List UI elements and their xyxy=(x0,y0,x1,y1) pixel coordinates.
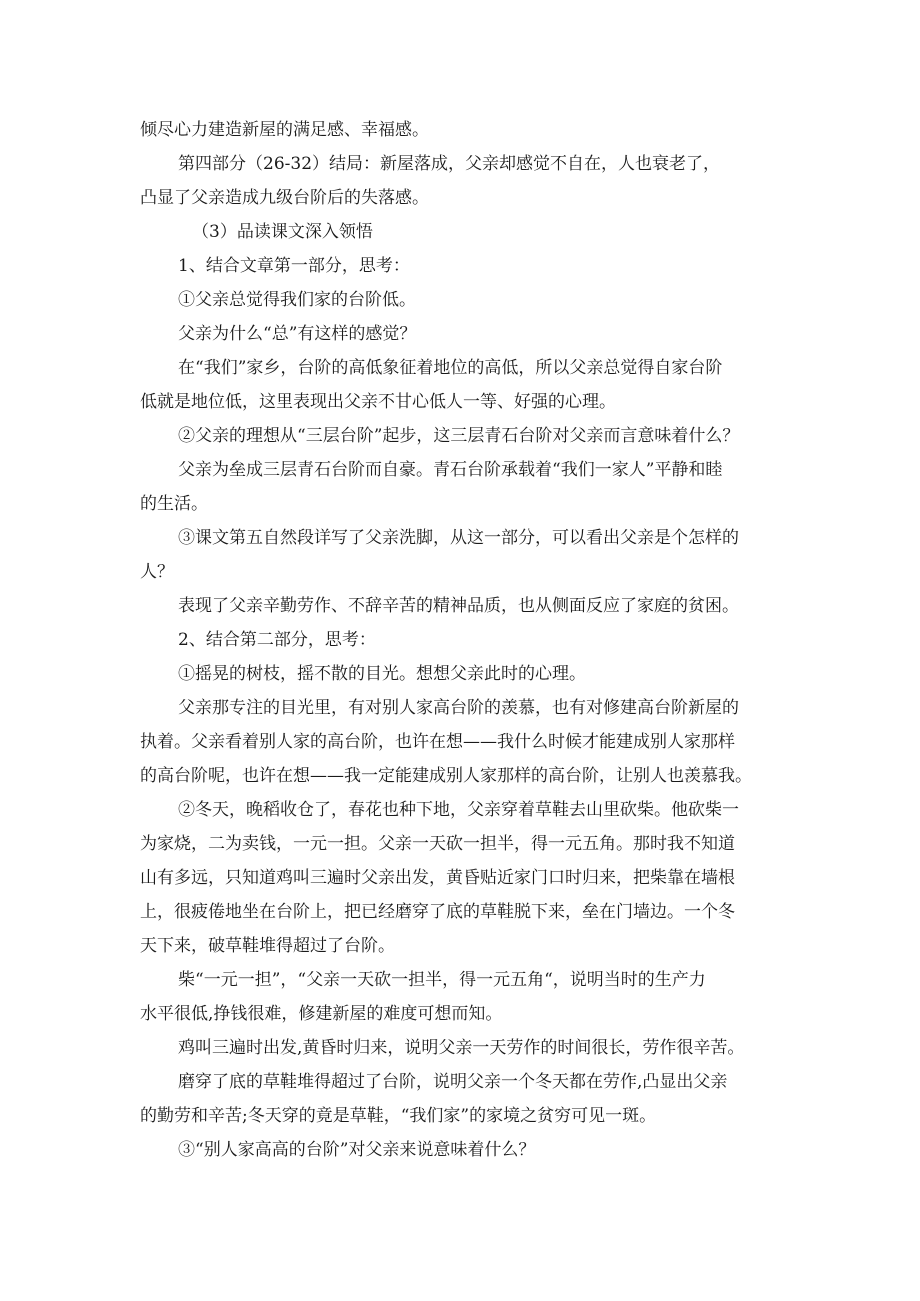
text-line: 父亲为垒成三层青石台阶而自豪。青石台阶承载着“我们一家人”平静和睦 xyxy=(178,460,723,480)
text-line: 的生活。 xyxy=(140,494,208,514)
text-line: 水平很低,挣钱很难，修建新屋的难度可想而知。 xyxy=(140,1004,503,1024)
text-line: 倾尽心力建造新屋的满足感、幸福感。 xyxy=(140,120,429,140)
text-line: 上，很疲倦地坐在台阶上，把已经磨穿了底的草鞋脱下来，垒在门墙边。一个冬 xyxy=(140,902,735,922)
document-body xyxy=(140,113,800,1167)
text-line: 鸡叫三遍时出发,黄昏时归来，说明父亲一天劳作的时间很长，劳作很辛苦。 xyxy=(178,1038,745,1058)
text-line: 的勤劳和辛苦;冬天穿的竟是草鞋，“我们家”的家境之贫穷可见一斑。 xyxy=(140,1106,657,1126)
text-line: 执着。父亲看着别人家的高台阶，也许在想——我什么时候才能建成别人家那样 xyxy=(140,732,735,752)
text-line: ③“别人家高高的台阶”对父亲来说意味着什么？ xyxy=(178,1140,536,1160)
question-heading: 2、结合第二部分，思考： xyxy=(178,630,376,650)
text-line: 山有多远，只知道鸡叫三遍时父亲出发，黄昏贴近家门口时归来，把柴靠在墙根 xyxy=(140,868,735,888)
text-line: 柴“一元一担”，“父亲一天砍一担半，得一元五角“，说明当时的生产力 xyxy=(178,970,706,990)
text-line: ②父亲的理想从“三层台阶”起步，这三层青石台阶对父亲而言意味着什么？ xyxy=(178,426,740,446)
text-line: 为家烧，二为卖钱，一元一担。父亲一天砍一担半，得一元五角。那时我不知道 xyxy=(140,834,735,854)
text-line: 低就是地位低，这里表现出父亲不甘心低人一等、好强的心理。 xyxy=(140,392,616,412)
text-line: 的高台阶呢，也许在想——我一定能建成别人家那样的高台阶，让别人也羡慕我。 xyxy=(140,766,752,786)
text-line: ①父亲总觉得我们家的台阶低。 xyxy=(178,290,416,310)
text-line: 天下来，破草鞋堆得超过了台阶。 xyxy=(140,936,395,956)
text-line: 凸显了父亲造成九级台阶后的失落感。 xyxy=(140,188,429,208)
text-line: 第四部分（26-32）结局：新屋落成，父亲却感觉不自在，人也衰老了， xyxy=(178,154,721,174)
text-line: 父亲为什么“总”有这样的感觉？ xyxy=(178,324,417,344)
text-line: 表现了父亲辛勤劳作、不辞辛苦的精神品质，也从侧面反应了家庭的贫困。 xyxy=(178,596,739,616)
text-line: 磨穿了底的草鞋堆得超过了台阶，说明父亲一个冬天都在劳作,凸显出父亲 xyxy=(178,1072,728,1092)
section-heading: （3）品读课文深入领悟 xyxy=(192,222,373,242)
text-line: ①摇晃的树枝，摇不散的目光。想想父亲此时的心理。 xyxy=(178,664,586,684)
text-line: 在“我们”家乡，台阶的高低象征着地位的高低，所以父亲总觉得自家台阶 xyxy=(178,358,723,378)
text-line: 父亲那专注的目光里，有对别人家高台阶的羡慕，也有对修建高台阶新屋的 xyxy=(178,698,739,718)
text-line: ③课文第五自然段详写了父亲洗脚，从这一部分，可以看出父亲是个怎样的 xyxy=(178,528,739,548)
question-heading: 1、结合文章第一部分，思考： xyxy=(178,256,410,276)
text-line: ②冬天，晚稻收仓了，春花也种下地，父亲穿着草鞋去山里砍柴。他砍柴一 xyxy=(178,800,739,820)
text-line: 人？ xyxy=(140,562,174,582)
